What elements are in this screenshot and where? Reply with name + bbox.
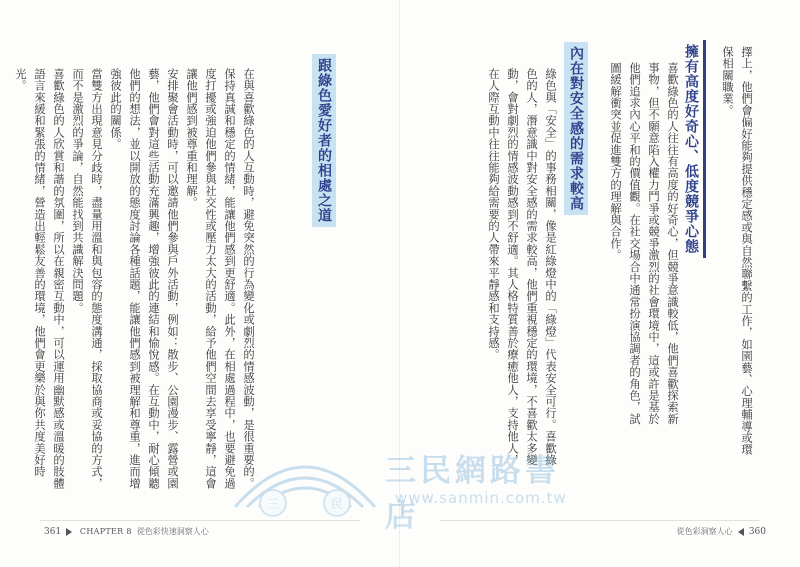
- right-heading-2: 內在對安全感的需求較高: [564, 42, 588, 215]
- chapter-title: 從色彩快速洞察人心: [136, 527, 209, 536]
- left-section-heading: 跟綠色愛好者的相處之道: [312, 54, 336, 227]
- right-heading-1: 擁有高度好奇心、低度競爭心態: [679, 40, 706, 258]
- right-footer: [677, 526, 766, 537]
- right-book-title: 從色彩洞察人心: [676, 527, 733, 536]
- right-page-number: 360: [748, 527, 766, 537]
- watermark-url: www.sanmin.com.tw: [395, 489, 567, 507]
- left-body-text: [14, 68, 296, 498]
- watermark: [225, 445, 585, 534]
- logo-char-2: 民: [330, 497, 344, 511]
- left-paragraph-3: 當雙方出現意見分歧時，盡量用溫和與包容的態度溝通，採取協商或妥協的方式，而不是激烈的爭論，自然能找到共識解決問題。: [71, 68, 103, 490]
- triangle-right-icon: [66, 528, 72, 536]
- right-intro-text: 擇上，他們會偏好能夠提供穩定感或與自然聯繫的工作，如園藝、心理輔導或環保相關職業。: [721, 46, 753, 456]
- left-paragraph-4: 喜歡綠色的人欣賞和諧的氛圍，所以在親密互動中，可以運用幽默感或溫暖的肢體語言來緩和緊張的情緒，營造出輕鬆友善的環境，他們會更樂於與你共度美好時光。: [14, 68, 65, 490]
- triangle-left-icon: [738, 528, 744, 536]
- right-paragraph-1: 喜歡綠色的人往往有高度的好奇心，但競爭意識較低，他們喜歡探索新事物，但不願意陷入權力鬥爭或競爭激烈的社會環境中，這或許是基於他們追求內心平和的價值觀。在社交場合中通常扮演協調者的角色，試圖緩解衝突並促進雙方的理解與合作。: [609, 62, 679, 425]
- logo-char-1: 三: [266, 497, 280, 511]
- chapter-label: CHAPTER 8: [79, 527, 132, 536]
- watermark-store-name: 三民網路書店: [385, 453, 560, 534]
- left-page-number: 361: [44, 527, 62, 537]
- right-paragraph-2: 綠色與「安全」的事務相關，像是紅綠燈中的「綠燈」代表安全可行。喜歡綠色的人，潛意識中對安全感的需求較高，他們重視穩定的環境，不喜歡太多變動，會對劇烈的情感波動感到不舒適。其人格特質善於療癒他人，支持他人，在人際互動中往往能夠給需要的人帶來平靜感和支持感。: [487, 68, 557, 466]
- sanmin-logo-icon: [225, 445, 385, 520]
- left-footer-rule: [40, 520, 360, 521]
- left-footer: [44, 526, 209, 537]
- left-paragraph-2: 安排聚會活動時，可以邀請他們參與戶外活動，例如：散步、公園漫步、露營或園藝，他們會對這些活動充滿興趣，增強彼此的連結和愉悅感。在互動中，耐心傾聽他們的想法，並以開放的態度討論各種話題，能讓他們感到被理解和尊重，進而增強彼此的關係。: [109, 68, 179, 490]
- left-paragraph-1: 在與喜歡綠色的人互動時，避免突然的行為變化或劇烈的情感波動，是很重要的。保持真誠和穩定的情緒，能讓他們感到更舒適。此外，在相處過程中，也要避免過度打擾或強迫他們參與社交性或壓力太大的活動，給予他們空間去享受寧靜，這會讓他們感到被尊重和理解。: [185, 68, 255, 490]
